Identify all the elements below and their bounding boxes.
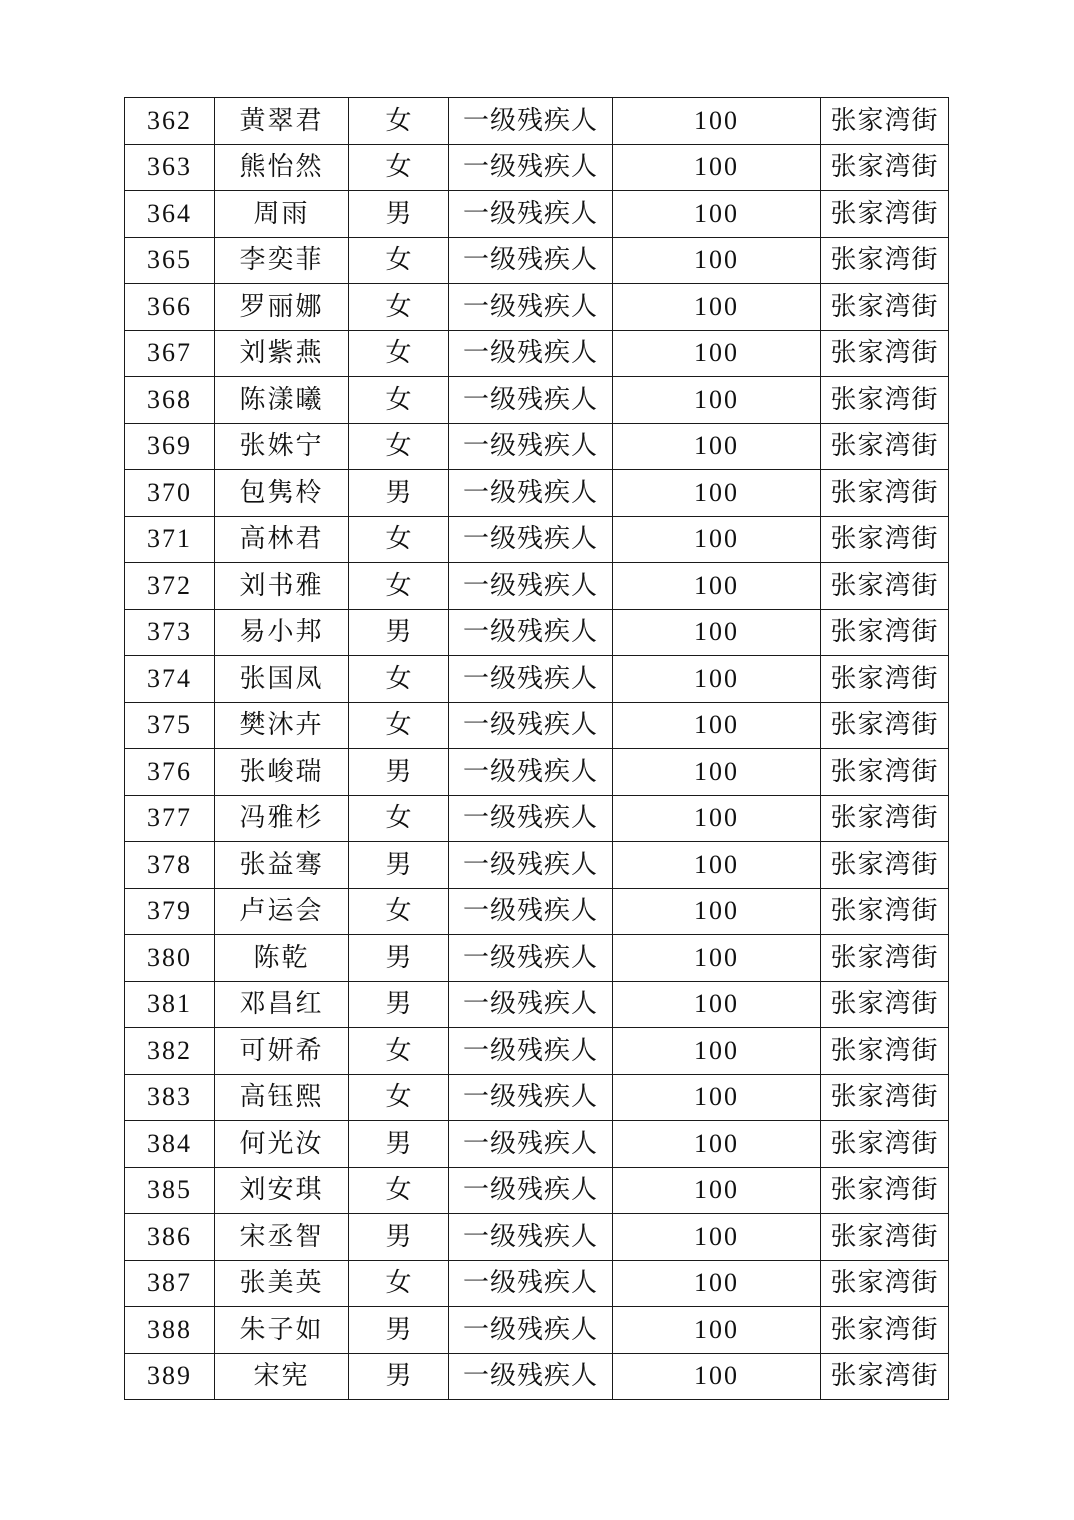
table-row bbox=[125, 981, 949, 1028]
disability-category-cell: 一级残疾人 bbox=[449, 1260, 613, 1307]
table-row bbox=[125, 935, 949, 982]
disability-category-cell: 一级残疾人 bbox=[449, 795, 613, 842]
street-area-cell: 张家湾街 bbox=[821, 981, 949, 1028]
recipient-gender-cell: 男 bbox=[349, 470, 449, 517]
recipient-gender-cell: 男 bbox=[349, 609, 449, 656]
row-number-cell: 389 bbox=[125, 1353, 215, 1400]
row-number-cell: 384 bbox=[125, 1121, 215, 1168]
subsidy-amount-cell: 100 bbox=[613, 609, 821, 656]
table-row bbox=[125, 1353, 949, 1400]
recipient-name-cell: 易小邦 bbox=[215, 609, 349, 656]
recipient-gender-cell: 女 bbox=[349, 144, 449, 191]
table-row bbox=[125, 656, 949, 703]
recipient-name-cell: 刘安琪 bbox=[215, 1167, 349, 1214]
street-area-cell: 张家湾街 bbox=[821, 1353, 949, 1400]
street-area-cell: 张家湾街 bbox=[821, 98, 949, 145]
street-area-cell: 张家湾街 bbox=[821, 330, 949, 377]
recipient-gender-cell: 男 bbox=[349, 1214, 449, 1261]
row-number-cell: 369 bbox=[125, 423, 215, 470]
disability-category-cell: 一级残疾人 bbox=[449, 1074, 613, 1121]
table-row bbox=[125, 423, 949, 470]
subsidy-amount-cell: 100 bbox=[613, 423, 821, 470]
disability-category-cell: 一级残疾人 bbox=[449, 1167, 613, 1214]
row-number-cell: 387 bbox=[125, 1260, 215, 1307]
disability-category-cell: 一级残疾人 bbox=[449, 1353, 613, 1400]
street-area-cell: 张家湾街 bbox=[821, 842, 949, 889]
subsidy-amount-cell: 100 bbox=[613, 144, 821, 191]
table-row bbox=[125, 98, 949, 145]
recipient-name-cell: 冯雅杉 bbox=[215, 795, 349, 842]
recipient-name-cell: 李奕菲 bbox=[215, 237, 349, 284]
street-area-cell: 张家湾街 bbox=[821, 656, 949, 703]
subsidy-amount-cell: 100 bbox=[613, 981, 821, 1028]
recipient-name-cell: 张益骞 bbox=[215, 842, 349, 889]
subsidy-amount-cell: 100 bbox=[613, 1260, 821, 1307]
subsidy-amount-cell: 100 bbox=[613, 1214, 821, 1261]
street-area-cell: 张家湾街 bbox=[821, 1074, 949, 1121]
table-row bbox=[125, 1121, 949, 1168]
recipient-name-cell: 周雨 bbox=[215, 191, 349, 238]
row-number-cell: 380 bbox=[125, 935, 215, 982]
recipient-name-cell: 熊怡然 bbox=[215, 144, 349, 191]
table-row bbox=[125, 609, 949, 656]
street-area-cell: 张家湾街 bbox=[821, 516, 949, 563]
recipient-name-cell: 高钰熙 bbox=[215, 1074, 349, 1121]
street-area-cell: 张家湾街 bbox=[821, 1121, 949, 1168]
table-row bbox=[125, 702, 949, 749]
disability-category-cell: 一级残疾人 bbox=[449, 1028, 613, 1075]
table-row bbox=[125, 563, 949, 610]
row-number-cell: 378 bbox=[125, 842, 215, 889]
recipient-name-cell: 樊沐卉 bbox=[215, 702, 349, 749]
street-area-cell: 张家湾街 bbox=[821, 1307, 949, 1354]
recipient-gender-cell: 女 bbox=[349, 330, 449, 377]
subsidy-amount-cell: 100 bbox=[613, 191, 821, 238]
row-number-cell: 386 bbox=[125, 1214, 215, 1261]
disability-category-cell: 一级残疾人 bbox=[449, 1214, 613, 1261]
recipient-name-cell: 刘书雅 bbox=[215, 563, 349, 610]
subsidy-amount-cell: 100 bbox=[613, 842, 821, 889]
disability-category-cell: 一级残疾人 bbox=[449, 423, 613, 470]
disability-category-cell: 一级残疾人 bbox=[449, 237, 613, 284]
row-number-cell: 388 bbox=[125, 1307, 215, 1354]
disability-category-cell: 一级残疾人 bbox=[449, 516, 613, 563]
recipient-name-cell: 陈漾曦 bbox=[215, 377, 349, 424]
street-area-cell: 张家湾街 bbox=[821, 749, 949, 796]
row-number-cell: 375 bbox=[125, 702, 215, 749]
recipient-gender-cell: 女 bbox=[349, 98, 449, 145]
disability-category-cell: 一级残疾人 bbox=[449, 888, 613, 935]
subsidy-amount-cell: 100 bbox=[613, 1121, 821, 1168]
subsidy-amount-cell: 100 bbox=[613, 1028, 821, 1075]
street-area-cell: 张家湾街 bbox=[821, 144, 949, 191]
table-row bbox=[125, 516, 949, 563]
row-number-cell: 371 bbox=[125, 516, 215, 563]
table-row bbox=[125, 1074, 949, 1121]
recipient-name-cell: 宋宪 bbox=[215, 1353, 349, 1400]
street-area-cell: 张家湾街 bbox=[821, 470, 949, 517]
recipient-gender-cell: 女 bbox=[349, 888, 449, 935]
disability-category-cell: 一级残疾人 bbox=[449, 377, 613, 424]
recipient-gender-cell: 男 bbox=[349, 1307, 449, 1354]
recipient-name-cell: 黄翠君 bbox=[215, 98, 349, 145]
recipient-gender-cell: 男 bbox=[349, 935, 449, 982]
subsidy-amount-cell: 100 bbox=[613, 749, 821, 796]
recipient-name-cell: 陈乾 bbox=[215, 935, 349, 982]
recipient-name-cell: 张国凤 bbox=[215, 656, 349, 703]
recipient-gender-cell: 男 bbox=[349, 191, 449, 238]
recipient-name-cell: 张峻瑞 bbox=[215, 749, 349, 796]
recipient-gender-cell: 女 bbox=[349, 284, 449, 331]
street-area-cell: 张家湾街 bbox=[821, 191, 949, 238]
row-number-cell: 374 bbox=[125, 656, 215, 703]
disability-category-cell: 一级残疾人 bbox=[449, 144, 613, 191]
row-number-cell: 379 bbox=[125, 888, 215, 935]
recipient-name-cell: 可妍希 bbox=[215, 1028, 349, 1075]
subsidy-amount-cell: 100 bbox=[613, 563, 821, 610]
recipient-name-cell: 高林君 bbox=[215, 516, 349, 563]
recipient-gender-cell: 女 bbox=[349, 563, 449, 610]
table-row bbox=[125, 1028, 949, 1075]
subsidy-amount-cell: 100 bbox=[613, 1307, 821, 1354]
table-row bbox=[125, 1307, 949, 1354]
recipient-gender-cell: 女 bbox=[349, 516, 449, 563]
recipient-name-cell: 何光汝 bbox=[215, 1121, 349, 1168]
street-area-cell: 张家湾街 bbox=[821, 423, 949, 470]
recipient-name-cell: 宋丞智 bbox=[215, 1214, 349, 1261]
row-number-cell: 372 bbox=[125, 563, 215, 610]
table-row bbox=[125, 795, 949, 842]
recipient-name-cell: 张美英 bbox=[215, 1260, 349, 1307]
subsidy-amount-cell: 100 bbox=[613, 1074, 821, 1121]
row-number-cell: 362 bbox=[125, 98, 215, 145]
disability-category-cell: 一级残疾人 bbox=[449, 749, 613, 796]
recipient-name-cell: 包隽柃 bbox=[215, 470, 349, 517]
disability-category-cell: 一级残疾人 bbox=[449, 702, 613, 749]
subsidy-amount-cell: 100 bbox=[613, 1353, 821, 1400]
table-row bbox=[125, 237, 949, 284]
recipient-gender-cell: 女 bbox=[349, 1028, 449, 1075]
street-area-cell: 张家湾街 bbox=[821, 563, 949, 610]
recipient-name-cell: 张姝宁 bbox=[215, 423, 349, 470]
recipient-gender-cell: 女 bbox=[349, 1074, 449, 1121]
table-row bbox=[125, 1260, 949, 1307]
recipient-gender-cell: 女 bbox=[349, 237, 449, 284]
street-area-cell: 张家湾街 bbox=[821, 935, 949, 982]
street-area-cell: 张家湾街 bbox=[821, 795, 949, 842]
table-row bbox=[125, 330, 949, 377]
row-number-cell: 363 bbox=[125, 144, 215, 191]
row-number-cell: 368 bbox=[125, 377, 215, 424]
recipient-gender-cell: 女 bbox=[349, 1260, 449, 1307]
subsidy-amount-cell: 100 bbox=[613, 516, 821, 563]
subsidy-amount-cell: 100 bbox=[613, 888, 821, 935]
row-number-cell: 385 bbox=[125, 1167, 215, 1214]
subsidy-amount-cell: 100 bbox=[613, 702, 821, 749]
street-area-cell: 张家湾街 bbox=[821, 1028, 949, 1075]
street-area-cell: 张家湾街 bbox=[821, 1260, 949, 1307]
row-number-cell: 365 bbox=[125, 237, 215, 284]
street-area-cell: 张家湾街 bbox=[821, 1167, 949, 1214]
street-area-cell: 张家湾街 bbox=[821, 237, 949, 284]
subsidy-amount-cell: 100 bbox=[613, 1167, 821, 1214]
subsidy-amount-cell: 100 bbox=[613, 935, 821, 982]
recipient-name-cell: 邓昌红 bbox=[215, 981, 349, 1028]
disability-category-cell: 一级残疾人 bbox=[449, 470, 613, 517]
recipient-gender-cell: 女 bbox=[349, 423, 449, 470]
recipient-gender-cell: 女 bbox=[349, 1167, 449, 1214]
table-row bbox=[125, 144, 949, 191]
subsidy-amount-cell: 100 bbox=[613, 237, 821, 284]
disability-category-cell: 一级残疾人 bbox=[449, 563, 613, 610]
recipient-name-cell: 卢运会 bbox=[215, 888, 349, 935]
table-row bbox=[125, 749, 949, 796]
disability-category-cell: 一级残疾人 bbox=[449, 284, 613, 331]
row-number-cell: 364 bbox=[125, 191, 215, 238]
table-row bbox=[125, 1167, 949, 1214]
disability-category-cell: 一级残疾人 bbox=[449, 656, 613, 703]
row-number-cell: 383 bbox=[125, 1074, 215, 1121]
table-row bbox=[125, 470, 949, 517]
table-row bbox=[125, 191, 949, 238]
disability-category-cell: 一级残疾人 bbox=[449, 1121, 613, 1168]
recipient-table-body bbox=[125, 98, 949, 1400]
street-area-cell: 张家湾街 bbox=[821, 1214, 949, 1261]
subsidy-amount-cell: 100 bbox=[613, 470, 821, 517]
recipient-gender-cell: 女 bbox=[349, 656, 449, 703]
table-row bbox=[125, 842, 949, 889]
street-area-cell: 张家湾街 bbox=[821, 609, 949, 656]
recipient-gender-cell: 男 bbox=[349, 842, 449, 889]
table-row bbox=[125, 1214, 949, 1261]
table-row bbox=[125, 284, 949, 331]
row-number-cell: 373 bbox=[125, 609, 215, 656]
disability-category-cell: 一级残疾人 bbox=[449, 98, 613, 145]
subsidy-amount-cell: 100 bbox=[613, 330, 821, 377]
row-number-cell: 367 bbox=[125, 330, 215, 377]
disability-category-cell: 一级残疾人 bbox=[449, 191, 613, 238]
subsidy-amount-cell: 100 bbox=[613, 377, 821, 424]
subsidy-amount-cell: 100 bbox=[613, 98, 821, 145]
recipient-name-cell: 刘紫燕 bbox=[215, 330, 349, 377]
street-area-cell: 张家湾街 bbox=[821, 377, 949, 424]
row-number-cell: 381 bbox=[125, 981, 215, 1028]
row-number-cell: 382 bbox=[125, 1028, 215, 1075]
disability-category-cell: 一级残疾人 bbox=[449, 935, 613, 982]
subsidy-amount-cell: 100 bbox=[613, 284, 821, 331]
disability-category-cell: 一级残疾人 bbox=[449, 609, 613, 656]
subsidy-amount-cell: 100 bbox=[613, 656, 821, 703]
recipient-gender-cell: 女 bbox=[349, 702, 449, 749]
table-row bbox=[125, 888, 949, 935]
recipient-name-cell: 罗丽娜 bbox=[215, 284, 349, 331]
disability-category-cell: 一级残疾人 bbox=[449, 981, 613, 1028]
subsidy-amount-cell: 100 bbox=[613, 795, 821, 842]
street-area-cell: 张家湾街 bbox=[821, 284, 949, 331]
disability-category-cell: 一级残疾人 bbox=[449, 330, 613, 377]
recipient-gender-cell: 男 bbox=[349, 981, 449, 1028]
disability-category-cell: 一级残疾人 bbox=[449, 842, 613, 889]
recipient-table bbox=[124, 97, 949, 1400]
table-row bbox=[125, 377, 949, 424]
row-number-cell: 366 bbox=[125, 284, 215, 331]
recipient-name-cell: 朱子如 bbox=[215, 1307, 349, 1354]
row-number-cell: 376 bbox=[125, 749, 215, 796]
recipient-gender-cell: 女 bbox=[349, 795, 449, 842]
street-area-cell: 张家湾街 bbox=[821, 888, 949, 935]
row-number-cell: 370 bbox=[125, 470, 215, 517]
disability-category-cell: 一级残疾人 bbox=[449, 1307, 613, 1354]
row-number-cell: 377 bbox=[125, 795, 215, 842]
recipient-gender-cell: 女 bbox=[349, 377, 449, 424]
recipient-gender-cell: 男 bbox=[349, 1121, 449, 1168]
recipient-gender-cell: 男 bbox=[349, 749, 449, 796]
street-area-cell: 张家湾街 bbox=[821, 702, 949, 749]
recipient-gender-cell: 男 bbox=[349, 1353, 449, 1400]
